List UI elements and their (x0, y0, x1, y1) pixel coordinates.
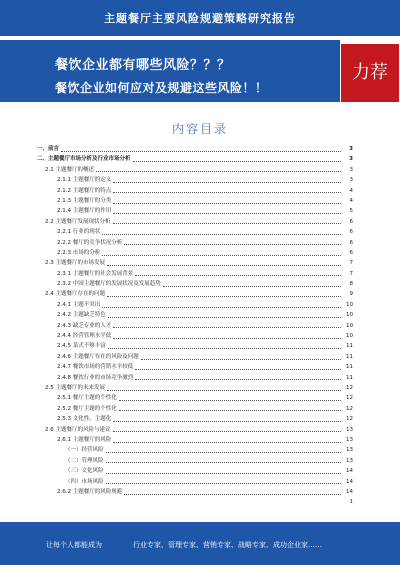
toc-entry-page: 12 (346, 416, 353, 423)
toc-entry-label: 2.1 主题餐厅的概述 (45, 166, 94, 173)
toc-entry[interactable] (37, 404, 353, 414)
toc-entry[interactable] (37, 258, 353, 268)
toc-dot-leader (133, 160, 341, 162)
toc-dot-leader (135, 368, 341, 370)
toc-dot-leader (124, 493, 341, 495)
toc-dot-leader (135, 274, 341, 276)
toc-entry[interactable] (37, 362, 353, 372)
toc-entry-page: 13 (346, 447, 353, 454)
toc-entry[interactable] (37, 393, 353, 403)
toc-entry-label: 二、主题餐厅市场分析及行业市场分析 (37, 156, 131, 163)
toc-entry-label: 2.4.7 餐饮市场的营销水平较低 (57, 364, 134, 371)
toc-dot-leader (119, 409, 341, 411)
toc-entry[interactable] (37, 289, 353, 299)
toc-dot-leader (163, 285, 341, 287)
banner-question-1: 餐饮企业都有哪些风险？？？ (55, 58, 231, 73)
toc-entry-label: 2.2.2 餐厅的竞争状况分析 (57, 239, 123, 246)
toc-entry-label: 2.1.4 主题餐厅的作用 (57, 208, 112, 215)
toc-entry-page: 7 (349, 270, 353, 277)
toc-dot-leader (113, 181, 341, 183)
toc-dot-leader (107, 295, 341, 297)
toc-entry-label: 2.4.4 经营管理水平低 (57, 333, 112, 340)
toc-dot-leader (124, 243, 341, 245)
toc-entry-page: 13 (346, 436, 353, 443)
table-of-contents (37, 144, 353, 508)
toc-entry[interactable] (37, 466, 353, 476)
toc-dot-leader (61, 150, 341, 152)
toc-entry-label: 2.1.3 主题餐厅的分类 (57, 197, 112, 204)
toc-entry-label: 2.5.2 餐厅主题的个性化 (57, 405, 117, 412)
toc-dot-leader (108, 347, 341, 349)
toc-entry-label: 2.6.2 主题餐厅的风险规避 (57, 488, 123, 495)
toc-entry[interactable] (37, 227, 353, 237)
toc-page-marker (37, 497, 353, 507)
toc-entry-page: 13 (346, 457, 353, 464)
toc-dot-leader (119, 399, 341, 401)
toc-title: 内容目录 (171, 122, 228, 136)
toc-entry[interactable] (37, 352, 353, 362)
toc-dot-leader (96, 170, 341, 172)
toc-entry-page: 7 (349, 260, 353, 267)
toc-dot-leader (107, 389, 341, 391)
toc-entry[interactable] (37, 217, 353, 227)
toc-dot-leader (113, 337, 341, 339)
toc-entry-page: 11 (346, 364, 353, 371)
toc-dot-leader (106, 451, 341, 453)
banner-question-2: 餐饮企业如何应对及规避这些风险！！ (55, 81, 268, 95)
toc-entry[interactable] (37, 144, 353, 154)
toc-page-number: 1 (349, 499, 353, 506)
toc-entry-label: 2.4.2 主题缺乏特色 (57, 312, 106, 319)
toc-entry-label: 2.4.8 餐饮行业的市场竞争激烈 (57, 374, 134, 381)
toc-entry-page: 3 (349, 166, 353, 173)
toc-entry[interactable] (37, 279, 353, 289)
toc-dot-leader (107, 264, 341, 266)
toc-entry-page: 11 (346, 353, 353, 360)
toc-entry[interactable] (37, 373, 353, 383)
toc-entry-label: 2.3.2 中国主题餐厅的发展状况及发展趋势 (57, 281, 161, 288)
toc-dot-leader (113, 430, 342, 432)
toc-entry[interactable] (37, 414, 353, 424)
toc-entry-page: 14 (346, 468, 353, 475)
toc-entry-label: 2.4 主题餐厅存在的问题 (45, 291, 105, 298)
toc-entry-page: 12 (346, 384, 353, 391)
toc-entry-page: 13 (346, 426, 353, 433)
toc-entry-page: 10 (346, 312, 353, 319)
report-title: 主题餐厅主要风险规避策略研究报告 (104, 12, 296, 25)
toc-entry-page: 4 (349, 187, 353, 194)
toc-entry[interactable] (37, 196, 353, 206)
toc-entry-page: 9 (349, 291, 353, 298)
toc-entry-page: 14 (346, 478, 353, 485)
footer-slogan-right: 行业专家、管理专家、营销专家、战略专家、成功企业家…… (133, 541, 322, 549)
toc-dot-leader (113, 326, 341, 328)
toc-dot-leader (113, 202, 341, 204)
toc-dot-leader (141, 358, 341, 360)
toc-dot-leader (113, 222, 342, 224)
recommend-tag-label: 力荐 (352, 62, 388, 83)
toc-entry-label: 2.3.1 主题餐厅的社会发展背景 (57, 270, 134, 277)
toc-entry-label: 2.4.6 主题餐厅存在的风险及问题 (57, 353, 139, 360)
toc-entry-label: 2.6 主题餐厅的风险与建议 (45, 426, 111, 433)
toc-dot-leader (102, 306, 341, 308)
toc-entry[interactable] (37, 341, 353, 351)
toc-dot-leader (108, 316, 341, 318)
toc-entry[interactable] (37, 487, 353, 497)
toc-entry-page: 6 (349, 229, 353, 236)
toc-entry-label: 2.4.1 主题不突出 (57, 301, 101, 308)
toc-entry-label: 2.3 主题餐厅的市场发展 (45, 260, 105, 267)
toc-entry-label: 2.1.1 主题餐厅的定义 (57, 177, 112, 184)
toc-entry-page: 6 (349, 218, 353, 225)
toc-dot-leader (106, 482, 341, 484)
toc-dot-leader (106, 461, 341, 463)
toc-entry-label: 2.1.2 主题餐厅的特点 (57, 187, 112, 194)
toc-entry[interactable] (37, 321, 353, 331)
toc-entry-label: 2.6.1 主题餐厅的风险 (57, 436, 112, 443)
toc-entry-page: 5 (349, 208, 353, 215)
toc-entry[interactable] (37, 456, 353, 466)
toc-entry[interactable] (37, 154, 353, 164)
footer-slogan-left: 让每个人都能成为 (46, 541, 102, 549)
toc-dot-leader (113, 212, 341, 214)
toc-entry[interactable] (37, 300, 353, 310)
toc-dot-leader (113, 420, 341, 422)
toc-entry-page: 10 (346, 333, 353, 340)
toc-entry-page: 8 (349, 281, 353, 288)
toc-entry-label: 2.2.3 市场的分析 (57, 249, 101, 256)
toc-entry-label: 2.2.1 行业的现状 (57, 229, 101, 236)
toc-entry[interactable] (37, 383, 353, 393)
toc-entry[interactable] (37, 186, 353, 196)
toc-entry[interactable] (37, 248, 353, 258)
toc-entry-label: 2.5.1 餐厅主题的个性化 (57, 395, 117, 402)
toc-entry[interactable] (37, 477, 353, 487)
toc-dot-leader (102, 254, 341, 256)
toc-entry-label: （一）经营风险 (65, 447, 104, 454)
toc-entry-label: （四）市场风险 (65, 478, 104, 485)
toc-dot-leader (102, 233, 341, 235)
toc-entry-page: 12 (346, 395, 353, 402)
toc-entry-page: 11 (346, 343, 353, 350)
toc-entry[interactable] (37, 238, 353, 248)
toc-entry-label: 2.2 主题餐厅发展现状分析 (45, 218, 111, 225)
toc-entry-page: 14 (346, 488, 353, 495)
toc-entry-label: 2.5.3 文化性、主题化 (57, 416, 112, 423)
toc-entry-label: （三）文化风险 (65, 468, 104, 475)
toc-entry[interactable] (37, 435, 353, 445)
toc-dot-leader (135, 378, 341, 380)
toc-entry[interactable] (37, 445, 353, 455)
toc-entry-page: 6 (349, 239, 353, 246)
toc-entry-page: 3 (349, 156, 353, 163)
toc-entry-label: 一、前言 (37, 146, 60, 152)
toc-entry[interactable] (37, 310, 353, 320)
toc-entry-label: 2.4.3 缺乏专业的人才 (57, 322, 112, 329)
toc-entry[interactable] (37, 165, 353, 175)
toc-entry[interactable] (37, 425, 353, 435)
toc-entry-label: （二）管理风险 (65, 457, 104, 464)
toc-entry[interactable] (37, 175, 353, 185)
toc-entry-page: 3 (349, 146, 353, 152)
toc-entry-page: 11 (346, 374, 353, 381)
toc-entry[interactable] (37, 269, 353, 279)
toc-dot-leader (113, 191, 341, 193)
toc-entry-page: 3 (349, 177, 353, 184)
toc-dot-leader (113, 441, 341, 443)
toc-entry-label: 2.4.5 菜式不够丰富 (57, 343, 106, 350)
toc-entry-page: 4 (349, 197, 353, 204)
toc-entry[interactable] (37, 331, 353, 341)
toc-dot-leader (106, 472, 341, 474)
toc-entry[interactable] (37, 206, 353, 216)
toc-entry-page: 12 (346, 405, 353, 412)
toc-entry-page: 6 (349, 249, 353, 256)
toc-entry-label: 2.5 主题餐厅的未来发展 (45, 384, 105, 391)
toc-entry-page: 10 (346, 301, 353, 308)
toc-entry-page: 10 (346, 322, 353, 329)
